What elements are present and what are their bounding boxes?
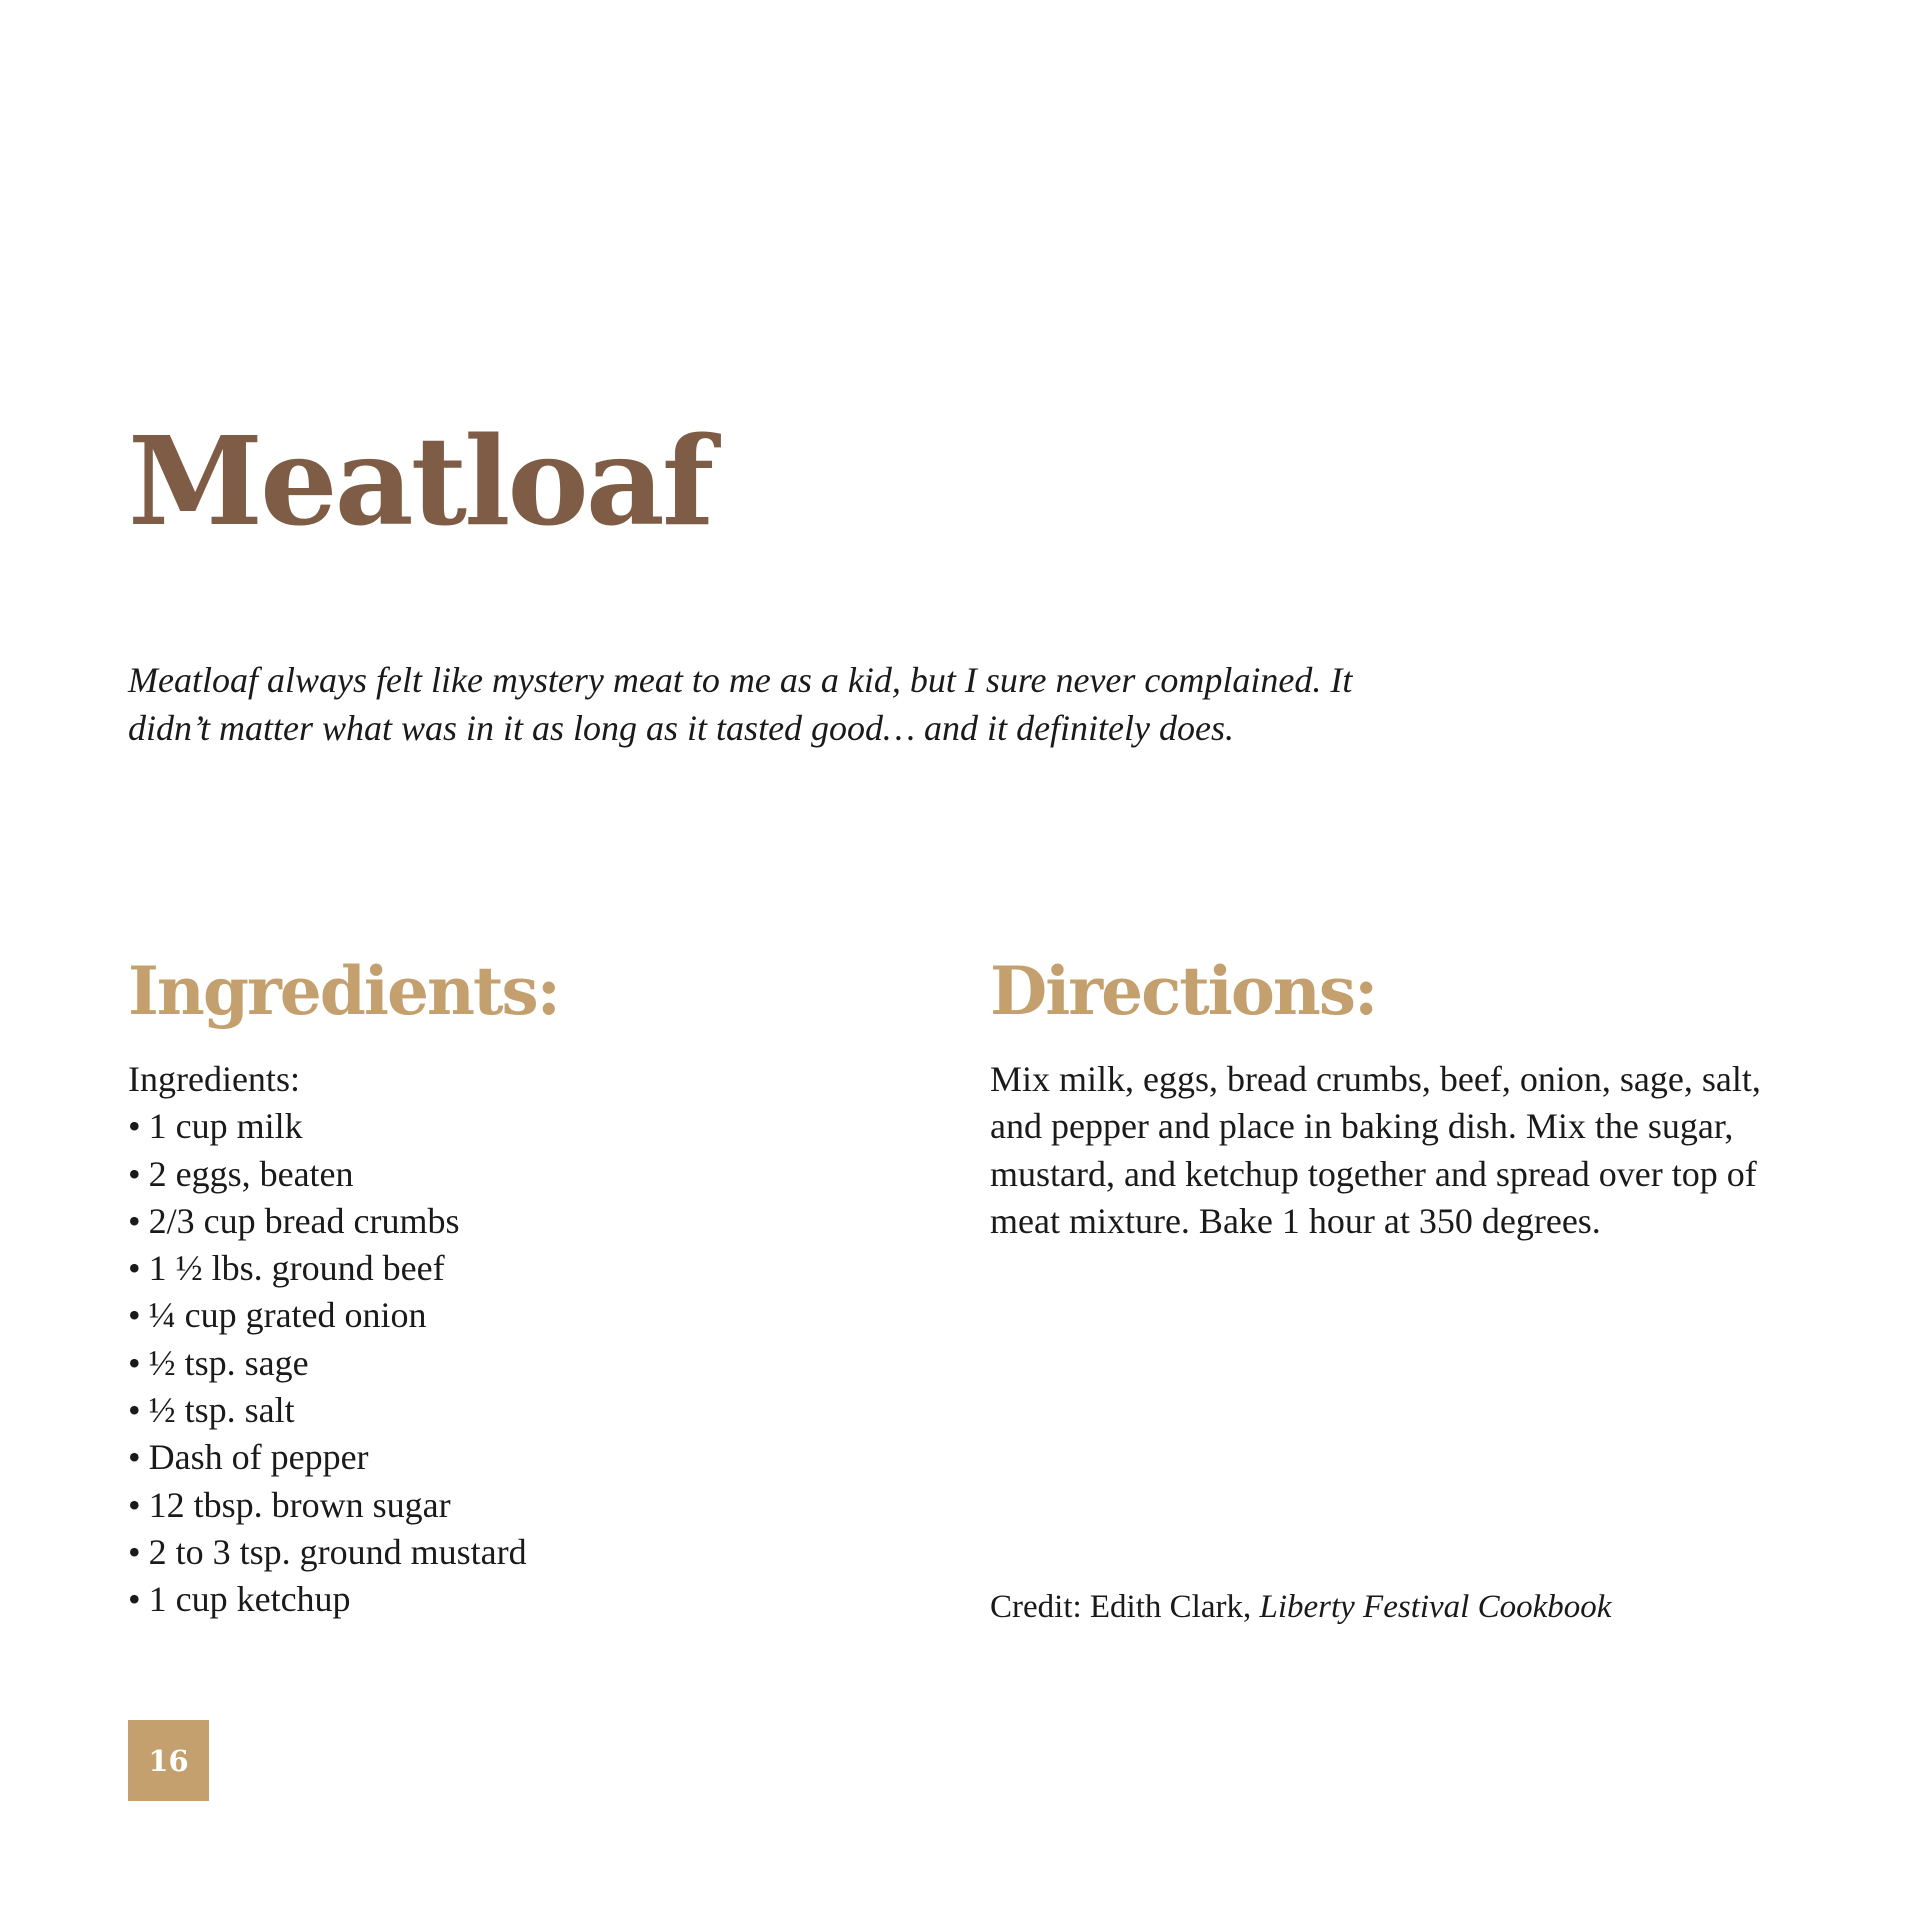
recipe-credit: [990, 1585, 1611, 1629]
ingredient-item: [128, 1340, 888, 1387]
ingredient-item: [128, 1245, 888, 1292]
bullet-icon: •: [128, 1295, 141, 1336]
ingredient-item: [128, 1434, 888, 1481]
ingredient-text: 2/3 cup bread crumbs: [148, 1200, 460, 1241]
ingredient-item: [128, 1292, 888, 1339]
recipe-title: Meatloaf: [128, 409, 712, 553]
ingredient-item: [128, 1387, 888, 1434]
ingredient-text: ½ tsp. sage: [148, 1342, 309, 1383]
ingredient-text: 1 cup ketchup: [148, 1579, 351, 1620]
bullet-icon: •: [128, 1579, 141, 1620]
page-number: 16: [148, 1743, 189, 1778]
ingredient-item: [128, 1482, 888, 1529]
bullet-icon: •: [128, 1248, 141, 1289]
ingredients-block: [128, 1056, 888, 1624]
ingredients-subheading: Ingredients:: [128, 1059, 300, 1099]
bullet-icon: •: [128, 1342, 141, 1383]
ingredient-item: [128, 1151, 888, 1198]
bullet-icon: •: [128, 1390, 141, 1431]
ingredient-item: [128, 1576, 888, 1623]
recipe-intro: Meatloaf always felt like mystery meat to me as a kid, but I sure never complained. It didn’t matter what was in it as long as it tasted good… and it definitely does.: [128, 660, 1353, 748]
ingredient-text: Dash of pepper: [148, 1437, 369, 1478]
ingredient-item: [128, 1529, 888, 1576]
ingredient-item: [128, 1198, 888, 1245]
ingredient-text: 2 to 3 tsp. ground mustard: [148, 1531, 527, 1572]
ingredients-list: [128, 1103, 888, 1623]
ingredients-heading: Ingredients:: [128, 952, 559, 1030]
ingredient-text: 1 ½ lbs. ground beef: [148, 1248, 445, 1289]
ingredient-text: 12 tbsp. brown sugar: [148, 1484, 451, 1525]
ingredient-text: 1 cup milk: [148, 1106, 303, 1147]
bullet-icon: •: [128, 1106, 141, 1147]
credit-prefix: Credit: Edith Clark,: [990, 1589, 1260, 1625]
credit-book-title: Liberty Festival Cookbook: [1259, 1589, 1612, 1625]
directions-text: Mix milk, eggs, bread crumbs, beef, onion, sage, salt, and pepper and place in baking dish. Mix the sugar, mustard, and ketchup together and spread over top of meat mixture. Bake 1 hour at 350 degrees.: [990, 1059, 1761, 1241]
directions-heading: Directions:: [990, 952, 1377, 1030]
ingredient-text: ¼ cup grated onion: [148, 1295, 427, 1336]
ingredient-item: [128, 1103, 888, 1150]
bullet-icon: •: [128, 1437, 141, 1478]
page-number-badge: [128, 1720, 209, 1801]
bullet-icon: •: [128, 1153, 141, 1194]
ingredient-text: ½ tsp. salt: [148, 1390, 295, 1431]
ingredient-text: 2 eggs, beaten: [148, 1153, 354, 1194]
bullet-icon: •: [128, 1484, 141, 1525]
bullet-icon: •: [128, 1531, 141, 1572]
bullet-icon: •: [128, 1200, 141, 1241]
